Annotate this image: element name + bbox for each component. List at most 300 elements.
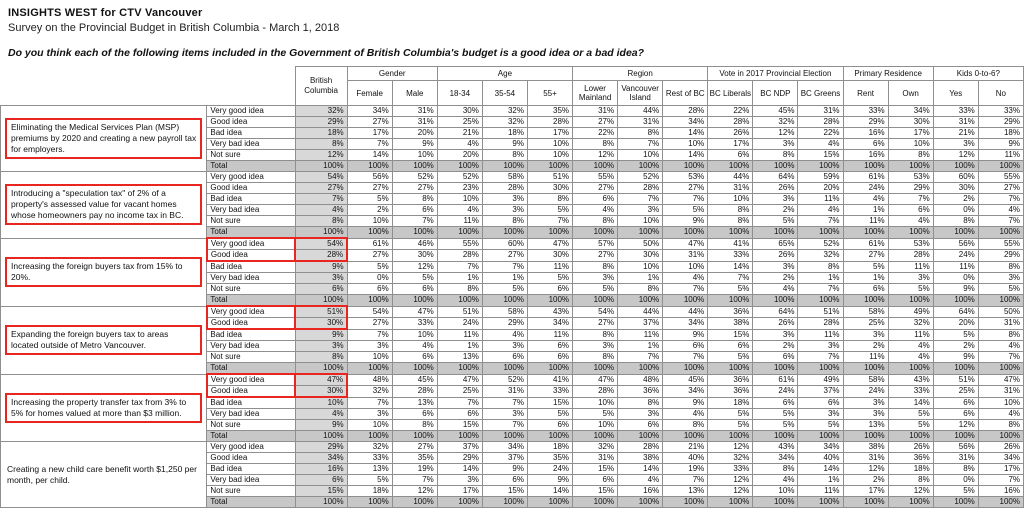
value-cell: 51% (527, 172, 572, 183)
column-header-55-: 55+ (527, 81, 572, 106)
total-value-cell: 100% (295, 227, 347, 239)
value-cell: 1% (437, 341, 482, 352)
value-cell: 15% (482, 486, 527, 497)
value-cell: 6% (437, 409, 482, 420)
value-cell: 3% (843, 409, 888, 420)
value-cell: 64% (753, 172, 798, 183)
value-cell: 20% (437, 150, 482, 161)
value-cell: 7% (663, 194, 708, 205)
value-cell: 3% (888, 273, 933, 284)
value-cell: 49% (798, 374, 843, 386)
total-value-cell: 100% (437, 497, 482, 508)
value-cell: 8% (482, 216, 527, 227)
value-cell: 61% (843, 238, 888, 250)
value-cell: 5% (933, 329, 978, 341)
value-cell: 27% (573, 183, 618, 194)
value-cell: 8% (573, 329, 618, 341)
value-cell: 5% (798, 420, 843, 431)
value-cell: 54% (295, 172, 347, 183)
answer-label: Very good idea (207, 172, 295, 183)
value-cell: 6% (527, 341, 572, 352)
total-value-cell: 100% (527, 363, 572, 375)
value-cell: 10% (392, 150, 437, 161)
value-cell: 4% (437, 139, 482, 150)
report-title: INSIGHTS WEST for CTV Vancouver (8, 7, 203, 19)
value-cell: 33% (708, 250, 753, 262)
value-cell: 11% (843, 352, 888, 363)
column-header-vancouver-island: Vancouver Island (618, 81, 663, 106)
value-cell: 8% (527, 194, 572, 205)
value-cell: 7% (482, 420, 527, 431)
column-header-rest-of-bc: Rest of BC (663, 81, 708, 106)
value-cell: 34% (295, 453, 347, 464)
value-cell: 14% (527, 486, 572, 497)
value-cell: 40% (798, 453, 843, 464)
value-cell: 26% (753, 318, 798, 330)
value-cell: 25% (933, 386, 978, 398)
column-header-bc-liberals: BC Liberals (708, 81, 753, 106)
value-cell: 6% (933, 409, 978, 420)
total-value-cell: 100% (888, 295, 933, 307)
value-cell: 3% (753, 139, 798, 150)
answer-label: Good idea (207, 318, 295, 330)
value-cell: 12% (888, 486, 933, 497)
value-cell: 28% (798, 318, 843, 330)
question-text: Expanding the foreign buyers tax to areas located outside of Metro Vancouver. (5, 325, 202, 355)
total-value-cell: 100% (753, 431, 798, 442)
value-cell: 15% (573, 486, 618, 497)
total-value-cell: 100% (708, 161, 753, 172)
value-cell: 3% (573, 341, 618, 352)
value-cell: 3% (843, 329, 888, 341)
value-cell: 10% (978, 397, 1023, 409)
value-cell: 14% (708, 261, 753, 273)
total-value-cell: 100% (843, 227, 888, 239)
value-cell: 17% (527, 128, 572, 139)
value-cell: 6% (482, 475, 527, 486)
group-header-region: Region (573, 67, 708, 81)
question-text: Eliminating the Medical Services Plan (MSP) premiums by 2020 and creating a new payroll tax for employers. (5, 118, 202, 159)
value-cell: 5% (933, 486, 978, 497)
value-cell: 61% (753, 374, 798, 386)
value-cell: 14% (437, 464, 482, 475)
value-cell: 7% (482, 397, 527, 409)
value-cell: 7% (437, 261, 482, 273)
value-cell: 7% (347, 329, 392, 341)
value-cell: 31% (933, 453, 978, 464)
value-cell: 4% (663, 409, 708, 420)
total-value-cell: 100% (888, 431, 933, 442)
value-cell: 34% (663, 117, 708, 128)
value-cell: 11% (933, 261, 978, 273)
value-cell: 9% (295, 329, 347, 341)
total-value-cell: 100% (663, 497, 708, 508)
value-cell: 35% (392, 453, 437, 464)
value-cell: 60% (482, 238, 527, 250)
value-cell: 17% (437, 486, 482, 497)
header-corner-cell (1, 67, 296, 106)
value-cell: 54% (573, 306, 618, 318)
value-cell: 6% (843, 284, 888, 295)
question-cell (1, 374, 207, 442)
value-cell: 4% (482, 329, 527, 341)
value-cell: 34% (482, 442, 527, 453)
value-cell: 5% (482, 284, 527, 295)
value-cell: 29% (482, 318, 527, 330)
value-cell: 8% (933, 464, 978, 475)
value-cell: 55% (437, 238, 482, 250)
value-cell: 7% (798, 284, 843, 295)
value-cell: 47% (663, 238, 708, 250)
value-cell: 0% (933, 205, 978, 216)
value-cell: 28% (618, 442, 663, 453)
value-cell: 17% (888, 128, 933, 139)
answer-label: Very bad idea (207, 273, 295, 284)
answer-label: Very bad idea (207, 205, 295, 216)
value-cell: 8% (753, 464, 798, 475)
value-cell: 4% (978, 205, 1023, 216)
value-cell: 24% (843, 386, 888, 398)
total-value-cell: 100% (933, 295, 978, 307)
total-value-cell: 100% (798, 227, 843, 239)
value-cell: 10% (618, 216, 663, 227)
value-cell: 45% (663, 374, 708, 386)
total-value-cell: 100% (437, 431, 482, 442)
total-value-cell: 100% (933, 227, 978, 239)
value-cell: 27% (573, 117, 618, 128)
value-cell: 6% (392, 352, 437, 363)
value-cell: 8% (295, 216, 347, 227)
value-cell: 21% (437, 128, 482, 139)
value-cell: 9% (933, 284, 978, 295)
value-cell: 34% (527, 318, 572, 330)
total-value-cell: 100% (295, 295, 347, 307)
value-cell: 44% (663, 306, 708, 318)
value-cell: 10% (663, 261, 708, 273)
value-cell: 5% (347, 261, 392, 273)
value-cell: 2% (753, 273, 798, 284)
value-cell: 14% (663, 150, 708, 161)
value-cell: 22% (573, 128, 618, 139)
value-cell: 27% (573, 250, 618, 262)
value-cell: 33% (933, 106, 978, 117)
value-cell: 8% (888, 150, 933, 161)
answer-label: Very good idea (207, 238, 295, 250)
total-value-cell: 100% (933, 497, 978, 508)
value-cell: 5% (708, 420, 753, 431)
table-header (1, 67, 1024, 106)
value-cell: 11% (437, 216, 482, 227)
value-cell: 31% (663, 250, 708, 262)
total-value-cell: 100% (843, 363, 888, 375)
value-cell: 24% (527, 464, 572, 475)
total-value-cell: 100% (437, 363, 482, 375)
total-value-cell: 100% (482, 431, 527, 442)
value-cell: 4% (888, 352, 933, 363)
value-cell: 6% (843, 139, 888, 150)
value-cell: 1% (798, 475, 843, 486)
value-cell: 43% (888, 374, 933, 386)
total-value-cell: 100% (295, 363, 347, 375)
total-value-cell: 100% (978, 227, 1023, 239)
value-cell: 46% (392, 238, 437, 250)
total-value-cell: 100% (708, 431, 753, 442)
question-cell (1, 106, 207, 172)
value-cell: 41% (708, 238, 753, 250)
total-value-cell: 100% (708, 363, 753, 375)
value-cell: 10% (392, 329, 437, 341)
question-text: Creating a new child care benefit worth $1,250 per month, per child. (7, 463, 197, 485)
value-cell: 7% (798, 216, 843, 227)
value-cell: 3% (482, 194, 527, 205)
value-cell: 20% (392, 128, 437, 139)
question-cell (1, 442, 207, 508)
total-value-cell: 100% (347, 497, 392, 508)
value-cell: 11% (843, 216, 888, 227)
value-cell: 28% (392, 386, 437, 398)
value-cell: 9% (663, 216, 708, 227)
value-cell: 27% (347, 183, 392, 194)
value-cell: 28% (295, 250, 347, 262)
value-cell: 32% (482, 106, 527, 117)
value-cell: 7% (347, 139, 392, 150)
value-cell: 37% (437, 442, 482, 453)
value-cell: 30% (527, 250, 572, 262)
total-label: Total (207, 431, 295, 442)
value-cell: 2% (933, 194, 978, 205)
value-cell: 34% (663, 386, 708, 398)
value-cell: 59% (798, 172, 843, 183)
answer-label: Bad idea (207, 397, 295, 409)
answer-label: Bad idea (207, 194, 295, 205)
answer-label: Not sure (207, 486, 295, 497)
value-cell: 32% (708, 453, 753, 464)
value-cell: 14% (663, 128, 708, 139)
value-cell: 32% (295, 106, 347, 117)
value-cell: 6% (573, 475, 618, 486)
value-cell: 1% (798, 273, 843, 284)
value-cell: 18% (888, 464, 933, 475)
value-cell: 6% (392, 284, 437, 295)
value-cell: 11% (437, 329, 482, 341)
total-value-cell: 100% (527, 227, 572, 239)
total-value-cell: 100% (978, 431, 1023, 442)
value-cell: 28% (573, 386, 618, 398)
value-cell: 8% (295, 352, 347, 363)
value-cell: 5% (347, 475, 392, 486)
value-cell: 0% (933, 273, 978, 284)
value-cell: 24% (933, 250, 978, 262)
value-cell: 12% (295, 150, 347, 161)
column-header-female: Female (347, 81, 392, 106)
value-cell: 47% (392, 306, 437, 318)
value-cell: 5% (753, 409, 798, 420)
value-cell: 37% (482, 453, 527, 464)
value-cell: 3% (347, 409, 392, 420)
total-label: Total (207, 497, 295, 508)
value-cell: 58% (482, 306, 527, 318)
total-value-cell: 100% (527, 295, 572, 307)
value-cell: 7% (437, 397, 482, 409)
value-cell: 34% (663, 318, 708, 330)
value-cell: 3% (573, 273, 618, 284)
total-value-cell: 100% (437, 227, 482, 239)
value-cell: 6% (888, 205, 933, 216)
answer-label: Very bad idea (207, 475, 295, 486)
total-value-cell: 100% (753, 227, 798, 239)
value-cell: 52% (798, 238, 843, 250)
value-cell: 58% (482, 172, 527, 183)
value-cell: 6% (663, 341, 708, 352)
value-cell: 21% (663, 442, 708, 453)
total-value-cell: 100% (843, 431, 888, 442)
value-cell: 29% (978, 250, 1023, 262)
value-cell: 51% (798, 306, 843, 318)
value-cell: 15% (573, 464, 618, 475)
value-cell: 31% (708, 183, 753, 194)
total-value-cell: 100% (295, 161, 347, 172)
total-value-cell: 100% (482, 497, 527, 508)
value-cell: 32% (347, 442, 392, 453)
value-cell: 7% (527, 216, 572, 227)
value-cell: 5% (888, 409, 933, 420)
value-cell: 30% (527, 183, 572, 194)
value-cell: 14% (888, 397, 933, 409)
value-cell: 61% (843, 172, 888, 183)
value-cell: 8% (978, 420, 1023, 431)
total-value-cell: 100% (527, 161, 572, 172)
value-cell: 58% (843, 374, 888, 386)
value-cell: 5% (527, 409, 572, 420)
value-cell: 58% (843, 306, 888, 318)
value-cell: 61% (347, 238, 392, 250)
value-cell: 8% (392, 194, 437, 205)
value-cell: 51% (933, 374, 978, 386)
value-cell: 27% (295, 183, 347, 194)
value-cell: 7% (392, 216, 437, 227)
value-cell: 25% (437, 117, 482, 128)
value-cell: 28% (708, 117, 753, 128)
value-cell: 57% (573, 238, 618, 250)
total-value-cell: 100% (663, 161, 708, 172)
question-cell (1, 172, 207, 239)
value-cell: 65% (753, 238, 798, 250)
value-cell: 6% (753, 352, 798, 363)
column-header-bc-greens: BC Greens (798, 81, 843, 106)
total-value-cell: 100% (978, 295, 1023, 307)
value-cell: 17% (347, 128, 392, 139)
value-cell: 13% (347, 464, 392, 475)
total-value-cell: 100% (663, 431, 708, 442)
total-value-cell: 100% (618, 227, 663, 239)
value-cell: 7% (347, 397, 392, 409)
value-cell: 5% (888, 420, 933, 431)
value-cell: 7% (798, 352, 843, 363)
value-cell: 31% (933, 117, 978, 128)
value-cell: 18% (978, 128, 1023, 139)
value-cell: 11% (798, 329, 843, 341)
value-cell: 6% (618, 420, 663, 431)
total-value-cell: 100% (753, 363, 798, 375)
value-cell: 36% (708, 306, 753, 318)
value-cell: 19% (663, 464, 708, 475)
answer-row (1, 374, 1024, 386)
answer-row (1, 442, 1024, 453)
value-cell: 4% (843, 194, 888, 205)
answer-label: Very bad idea (207, 409, 295, 420)
value-cell: 9% (933, 352, 978, 363)
value-cell: 12% (392, 486, 437, 497)
value-cell: 10% (573, 420, 618, 431)
answer-row (1, 172, 1024, 183)
value-cell: 8% (573, 261, 618, 273)
answer-label: Good idea (207, 183, 295, 194)
value-cell: 15% (295, 486, 347, 497)
value-cell: 16% (978, 486, 1023, 497)
value-cell: 32% (347, 386, 392, 398)
value-cell: 5% (663, 205, 708, 216)
value-cell: 6% (798, 397, 843, 409)
answer-label: Very bad idea (207, 341, 295, 352)
value-cell: 53% (663, 172, 708, 183)
value-cell: 34% (798, 442, 843, 453)
value-cell: 10% (573, 397, 618, 409)
value-cell: 11% (618, 329, 663, 341)
column-header-18-34: 18-34 (437, 81, 482, 106)
value-cell: 27% (392, 183, 437, 194)
value-cell: 3% (347, 341, 392, 352)
value-cell: 14% (618, 464, 663, 475)
value-cell: 27% (573, 318, 618, 330)
value-cell: 4% (437, 205, 482, 216)
value-cell: 16% (843, 128, 888, 139)
value-cell: 6% (527, 420, 572, 431)
value-cell: 8% (573, 139, 618, 150)
value-cell: 3% (753, 194, 798, 205)
report-header (0, 0, 1024, 34)
value-cell: 26% (753, 183, 798, 194)
answer-label: Good idea (207, 386, 295, 398)
value-cell: 40% (663, 453, 708, 464)
value-cell: 21% (933, 128, 978, 139)
value-cell: 3% (295, 273, 347, 284)
value-cell: 32% (798, 250, 843, 262)
column-header-no: No (978, 81, 1023, 106)
value-cell: 7% (618, 194, 663, 205)
value-cell: 32% (482, 117, 527, 128)
column-header-rent: Rent (843, 81, 888, 106)
value-cell: 3% (843, 397, 888, 409)
total-value-cell: 100% (978, 363, 1023, 375)
value-cell: 31% (392, 117, 437, 128)
total-value-cell: 100% (888, 363, 933, 375)
answer-label: Good idea (207, 250, 295, 262)
answer-label: Bad idea (207, 128, 295, 139)
value-cell: 12% (708, 442, 753, 453)
total-value-cell: 100% (798, 497, 843, 508)
value-cell: 10% (708, 194, 753, 205)
value-cell: 12% (573, 150, 618, 161)
value-cell: 17% (843, 486, 888, 497)
value-cell: 12% (708, 475, 753, 486)
value-cell: 2% (843, 475, 888, 486)
value-cell: 9% (663, 397, 708, 409)
value-cell: 28% (798, 117, 843, 128)
value-cell: 22% (708, 106, 753, 117)
value-cell: 44% (618, 106, 663, 117)
value-cell: 6% (392, 409, 437, 420)
value-cell: 12% (933, 150, 978, 161)
